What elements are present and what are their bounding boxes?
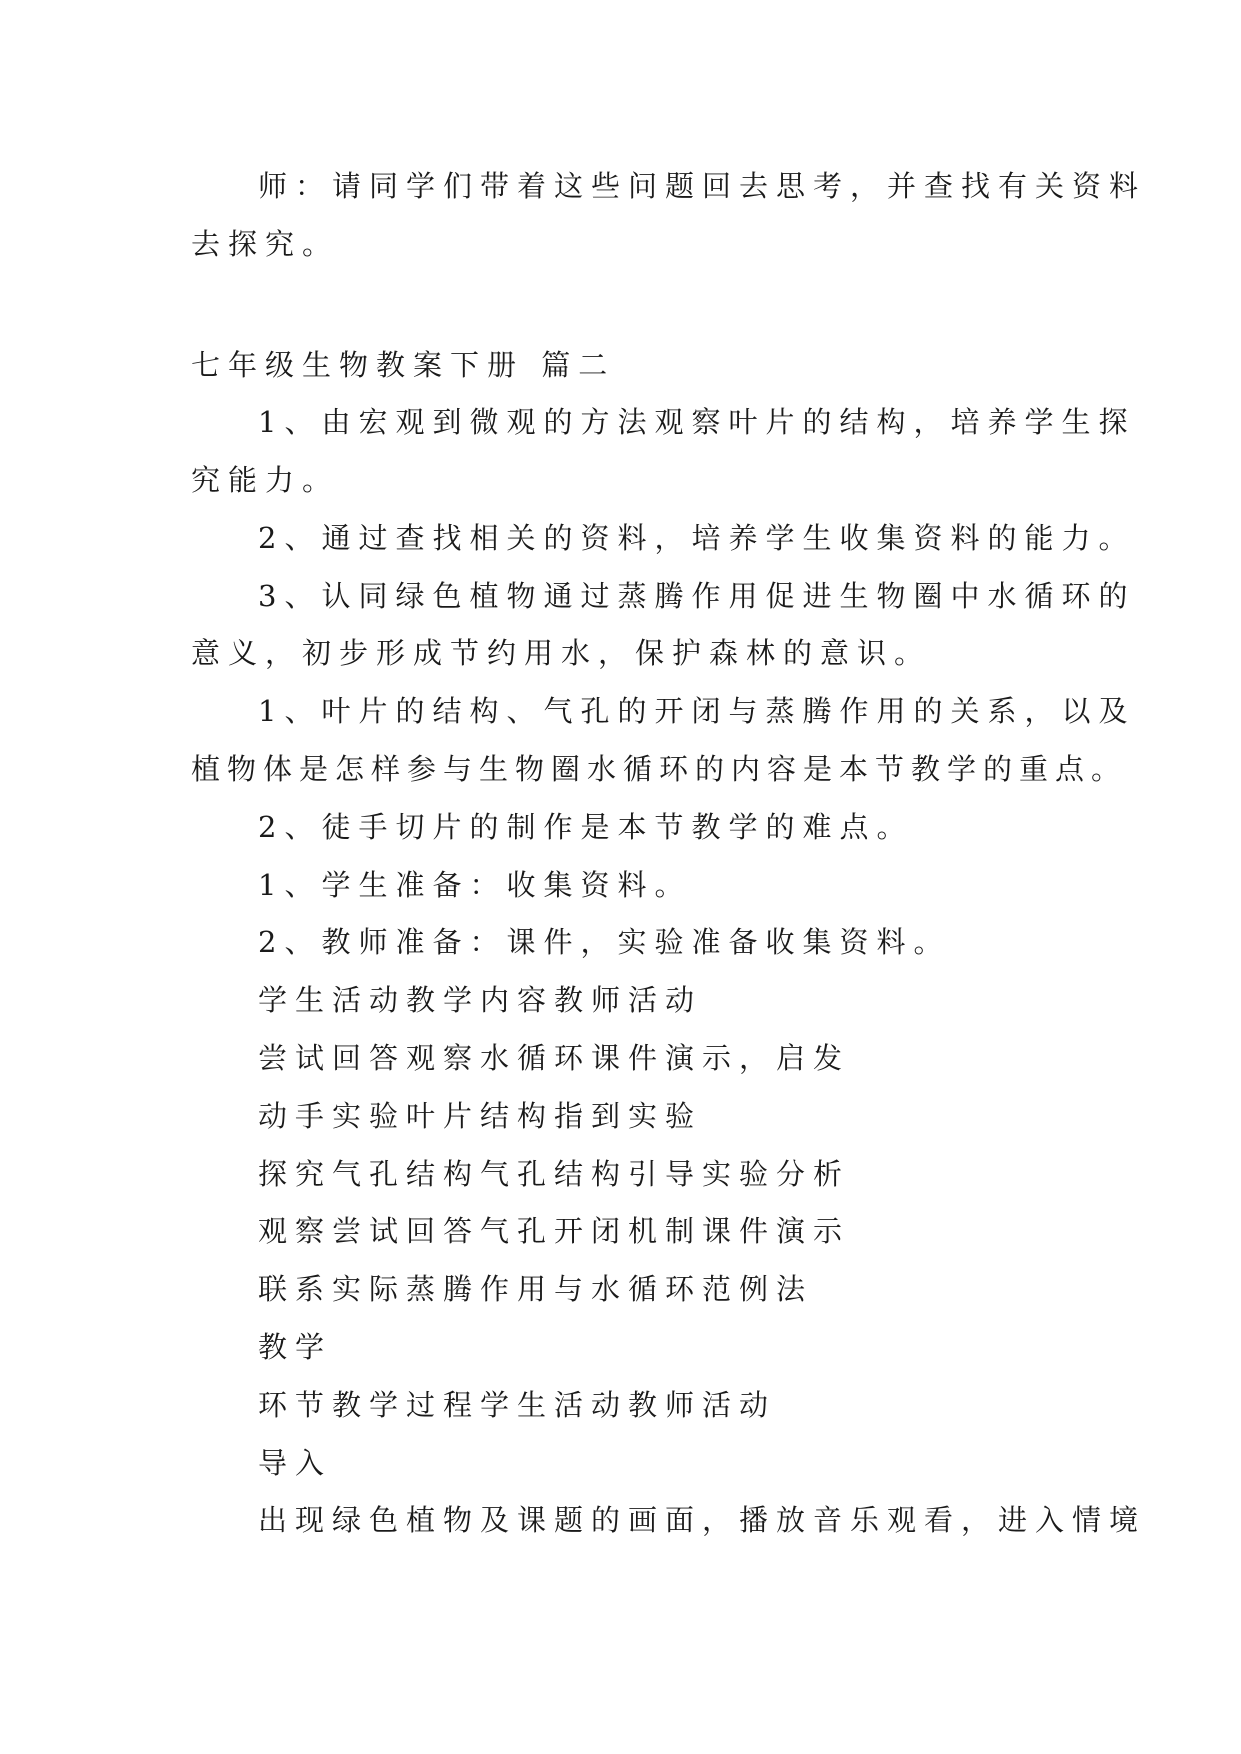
paragraph-line: 植物体是怎样参与生物圈水循环的内容是本节教学的重点。	[191, 752, 1128, 786]
paragraph-line: 究能力。	[191, 463, 340, 497]
paragraph-line: 探究气孔结构气孔结构引导实验分析	[258, 1157, 851, 1191]
paragraph-line: 1、学生准备：收集资料。	[258, 868, 692, 902]
paragraph-line: 2、教师准备：课件，实验准备收集资料。	[258, 925, 951, 959]
paragraph-line: 师：请同学们带着这些问题回去思考，并查找有关资料	[258, 169, 1147, 203]
paragraph-line: 2、通过查找相关的资料，培养学生收集资料的能力。	[258, 521, 1136, 555]
paragraph-line: 3、认同绿色植物通过蒸腾作用促进生物圈中水循环的	[258, 579, 1136, 613]
paragraph-line: 动手实验叶片结构指到实验	[258, 1099, 703, 1133]
paragraph-line: 去探究。	[191, 227, 340, 261]
paragraph-line: 意义，初步形成节约用水，保护森林的意识。	[191, 636, 932, 670]
paragraph-line: 出现绿色植物及课题的画面，播放音乐观看，进入情境	[258, 1503, 1147, 1537]
paragraph-line: 1、由宏观到微观的方法观察叶片的结构，培养学生探	[258, 405, 1136, 439]
paragraph-line: 教学	[258, 1330, 333, 1364]
paragraph-line: 2、徒手切片的制作是本节教学的难点。	[258, 810, 914, 844]
paragraph-line: 环节教学过程学生活动教师活动	[258, 1388, 777, 1422]
paragraph-line: 导入	[258, 1446, 333, 1480]
paragraph-line: 1、叶片的结构、气孔的开闭与蒸腾作用的关系，以及	[258, 694, 1136, 728]
paragraph-line: 观察尝试回答气孔开闭机制课件演示	[258, 1214, 851, 1248]
section-heading: 七年级生物教案下册 篇二	[191, 348, 616, 382]
paragraph-line: 学生活动教学内容教师活动	[258, 983, 703, 1017]
paragraph-line: 尝试回答观察水循环课件演示，启发	[258, 1041, 851, 1075]
paragraph-line: 联系实际蒸腾作用与水循环范例法	[258, 1272, 814, 1306]
